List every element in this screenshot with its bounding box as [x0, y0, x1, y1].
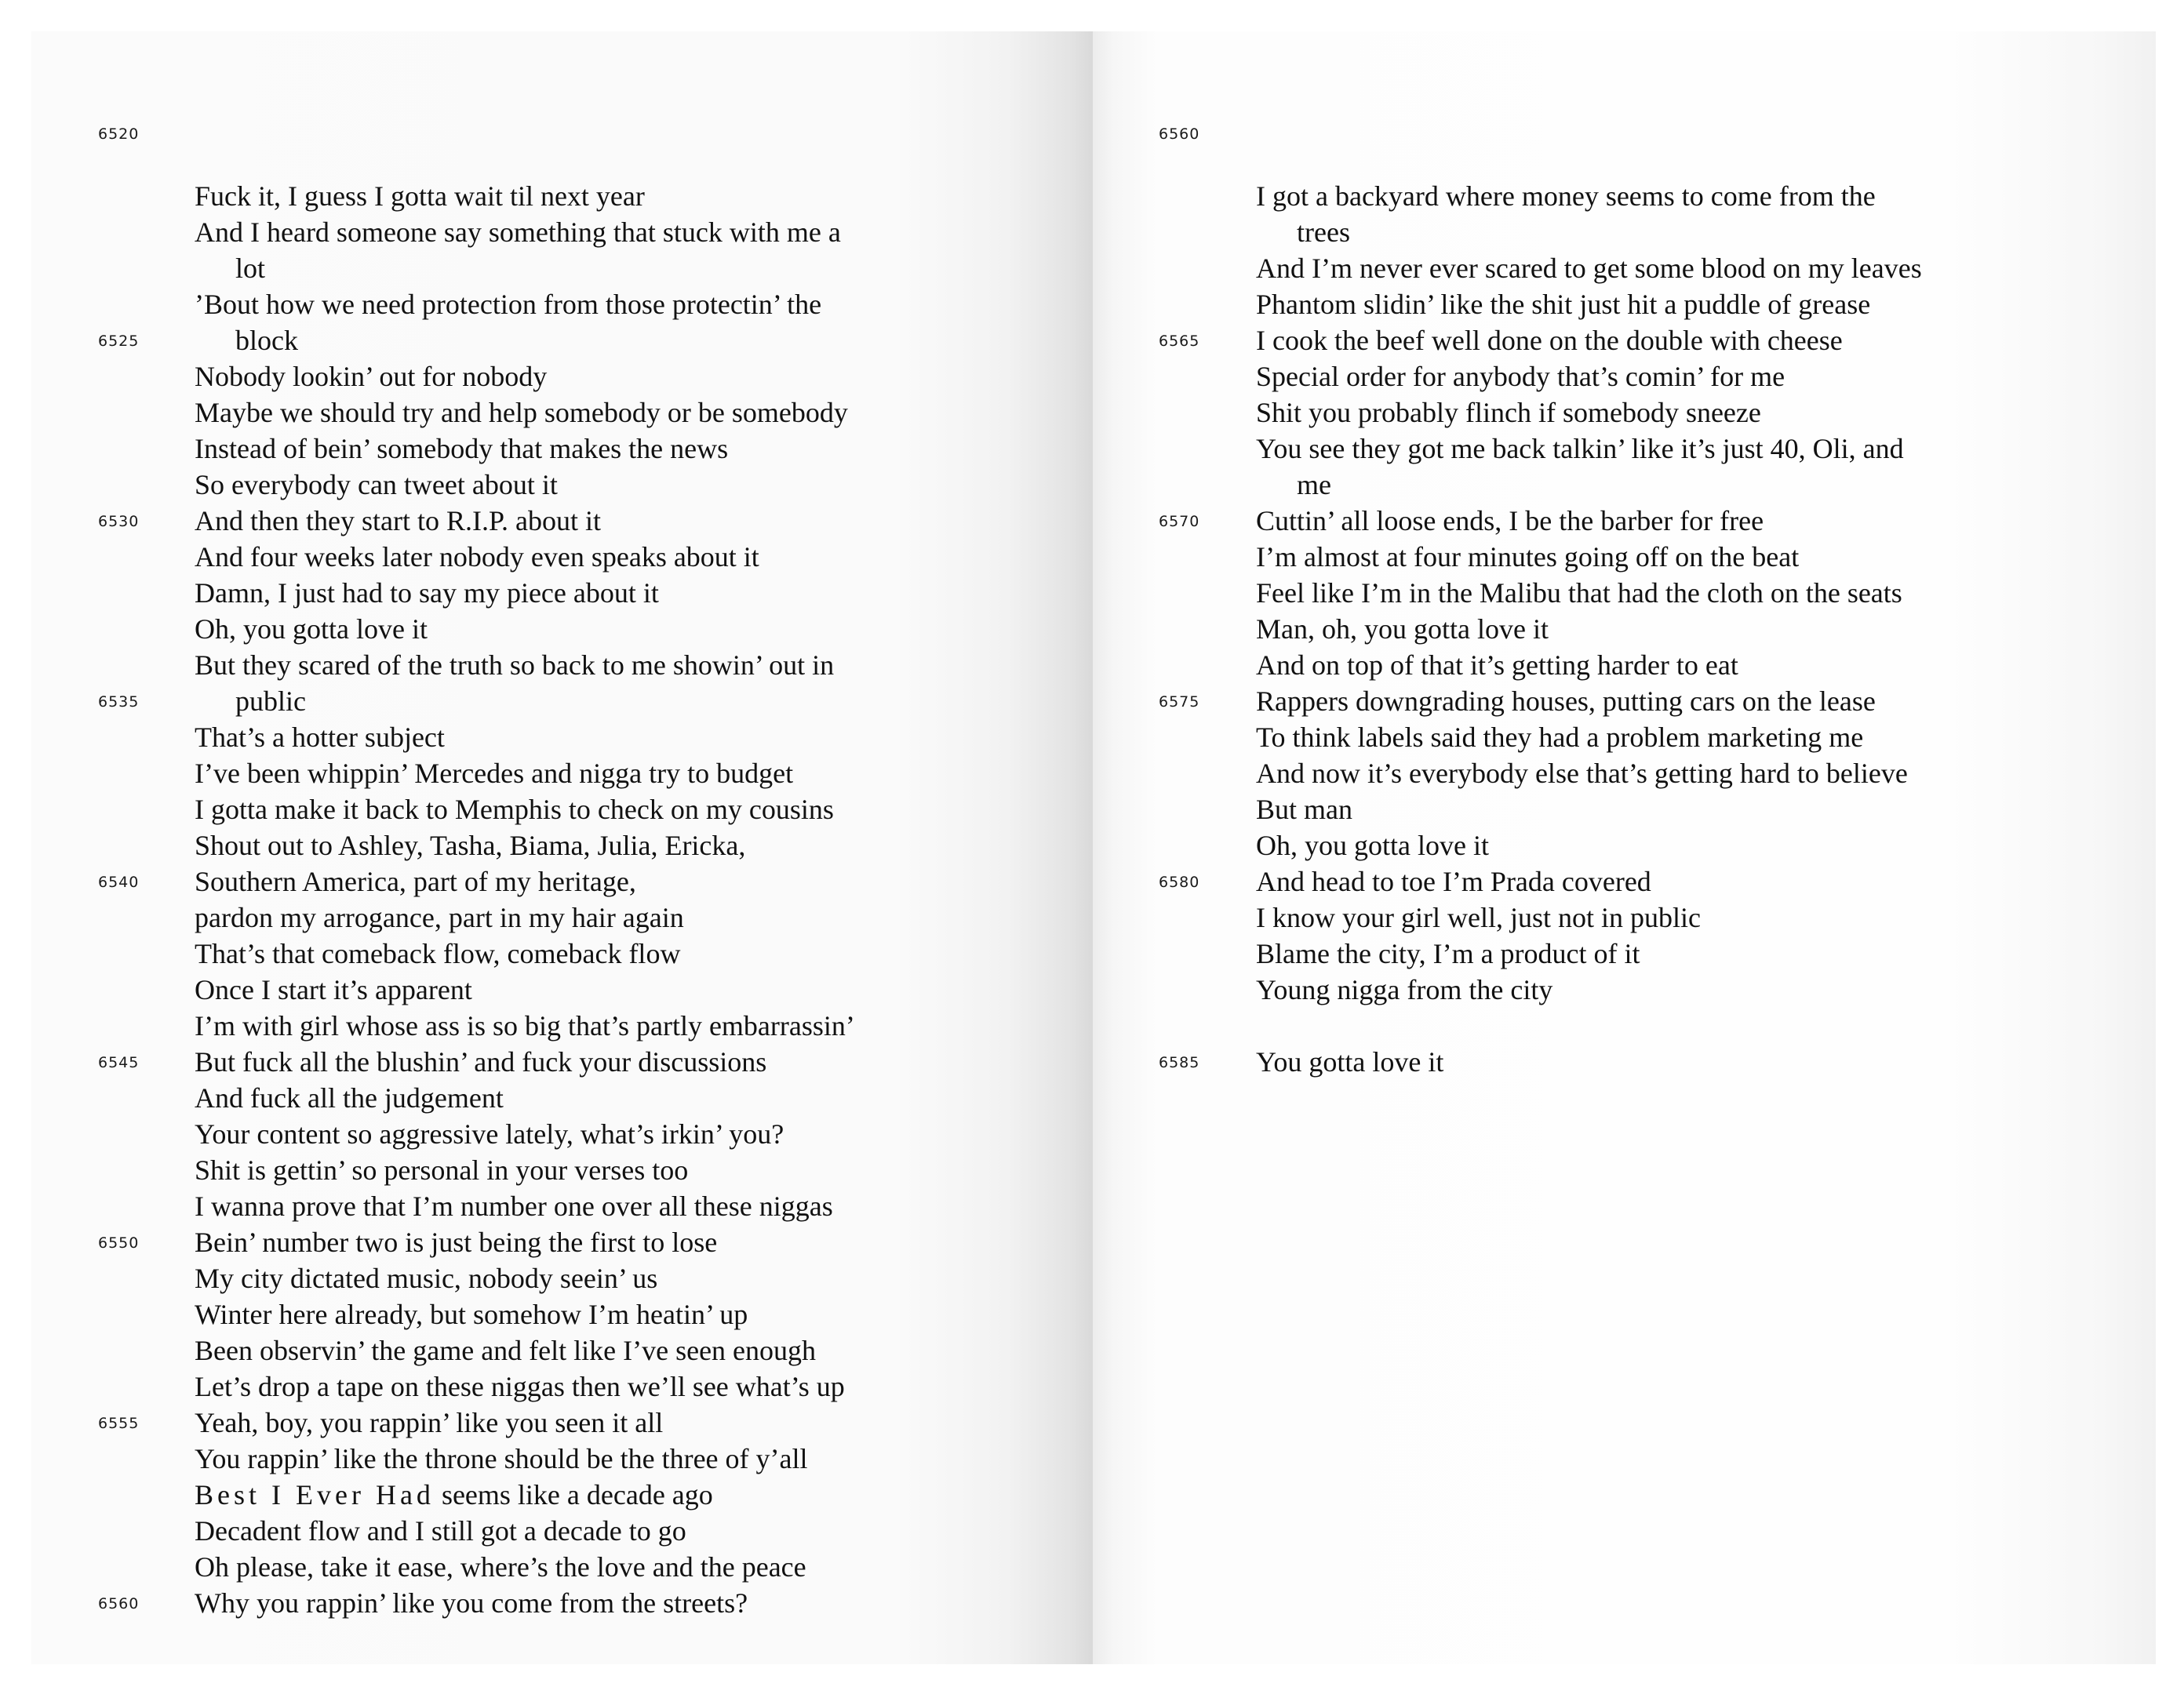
lyric-line	[1093, 683, 2156, 719]
lyric-line	[1093, 791, 2156, 827]
lyric-text: Shit is gettin’ so personal in your verses too	[195, 1154, 689, 1186]
lyric-line	[1093, 936, 2156, 972]
lyric-text: You rappin’ like the throne should be the three of y’all	[195, 1443, 808, 1474]
lyric-line	[31, 1441, 1093, 1477]
lyric-text: I cook the beef well done on the double with cheese	[1256, 325, 1843, 356]
line-number: 6580	[1159, 874, 1200, 891]
lyric-line	[1093, 503, 2156, 539]
lyric-line	[31, 1369, 1093, 1405]
lyric-line	[31, 1296, 1093, 1332]
lyric-text: Instead of bein’ somebody that makes the news	[195, 433, 729, 464]
lyric-text: And now it’s everybody else that’s getting hard to believe	[1256, 758, 1908, 789]
lyric-line	[1093, 755, 2156, 791]
lyric-continuation: public	[235, 685, 306, 717]
lyric-line	[1093, 250, 2156, 286]
lyric-line	[31, 863, 1093, 900]
lyric-text: Phantom slidin’ like the shit just hit a puddle of grease	[1256, 289, 1871, 320]
lyric-text: And fuck all the judgement	[195, 1082, 504, 1114]
lyric-line	[1093, 431, 2156, 467]
lyric-line	[31, 1260, 1093, 1296]
lyric-text: Bein’ number two is just being the first to lose	[195, 1227, 718, 1258]
lyric-text: But they scared of the truth so back to me showin’ out in	[195, 649, 835, 681]
lyric-line	[1093, 900, 2156, 936]
lyric-continuation: block	[235, 325, 298, 356]
lyric-line	[31, 755, 1093, 791]
lyric-line	[31, 1585, 1093, 1621]
lyric-line	[31, 214, 1093, 250]
lyric-text: So everybody can tweet about it	[195, 469, 558, 500]
lyric-line	[31, 1477, 1093, 1513]
lyric-text: Feel like I’m in the Malibu that had the cloth on the seats	[1256, 577, 1902, 609]
lyric-line	[1093, 214, 2156, 250]
lyric-line	[31, 322, 1093, 358]
lyric-line	[31, 1152, 1093, 1188]
lyric-text: Let’s drop a tape on these niggas then we’ll see what’s up	[195, 1371, 845, 1402]
lyric-text: Southern America, part of my heritage,	[195, 866, 636, 897]
lyric-text: And head to toe I’m Prada covered	[1256, 866, 1651, 897]
header-line-number: 6520	[98, 125, 140, 143]
lyric-line	[31, 1332, 1093, 1369]
lyric-line	[31, 936, 1093, 972]
lyric-line	[31, 250, 1093, 286]
lyric-line	[31, 503, 1093, 539]
line-number: 6545	[98, 1054, 140, 1071]
lyric-text: To think labels said they had a problem marketing me	[1256, 722, 1864, 753]
lyric-line	[1093, 611, 2156, 647]
lyric-text: But man	[1256, 794, 1352, 825]
lyric-text: Been observin’ the game and felt like I’ve seen enough	[195, 1335, 817, 1366]
lyric-line	[1093, 358, 2156, 394]
lyric-line	[31, 1008, 1093, 1044]
lyric-line	[31, 539, 1093, 575]
lyric-text-rest: seems like a decade ago	[434, 1479, 713, 1510]
lyric-text: Cuttin’ all loose ends, I be the barber for free	[1256, 505, 1764, 536]
lyric-text: I’m with girl whose ass is so big that’s partly embarrassin’	[195, 1010, 855, 1041]
line-number: 6570	[1159, 513, 1200, 530]
lyric-line	[1093, 863, 2156, 900]
line-number: 6525	[98, 333, 140, 350]
line-number: 6535	[98, 693, 140, 711]
lyric-text: And I’m never ever scared to get some blood on my leaves	[1256, 253, 1922, 284]
lyric-continuation: lot	[235, 253, 266, 284]
lyric-text: Fuck it, I guess I gotta wait til next year	[195, 180, 645, 212]
lyric-line	[31, 900, 1093, 936]
lyric-text: And then they start to R.I.P. about it	[195, 505, 601, 536]
lyric-line	[31, 1188, 1093, 1224]
lyric-line	[31, 972, 1093, 1008]
lyric-line	[31, 431, 1093, 467]
lyric-text: I’ve been whippin’ Mercedes and nigga try to budget	[195, 758, 794, 789]
lyric-text: My city dictated music, nobody seein’ us	[195, 1263, 658, 1294]
lyric-text: Maybe we should try and help somebody or be somebody	[195, 397, 848, 428]
lyric-text: I know your girl well, just not in public	[1256, 902, 1701, 933]
line-number: 6530	[98, 513, 140, 530]
lyric-text: Man, oh, you gotta love it	[1256, 613, 1549, 645]
left-page	[31, 31, 1093, 1664]
lyric-text: ’Bout how we need protection from those protectin’ the	[195, 289, 822, 320]
lyric-line	[1093, 539, 2156, 575]
lyric-text: Shout out to Ashley, Tasha, Biama, Julia, Ericka,	[195, 830, 746, 861]
line-number: 6550	[98, 1234, 140, 1252]
lyric-line	[31, 683, 1093, 719]
lyric-text: I wanna prove that I’m number one over all these niggas	[195, 1191, 833, 1222]
lyric-text: Decadent flow and I still got a decade to go	[195, 1515, 686, 1547]
lyric-line	[31, 1513, 1093, 1549]
lyric-line	[1093, 178, 2156, 214]
lyric-text	[195, 1477, 713, 1513]
lyric-text: Oh please, take it ease, where’s the love and the peace	[195, 1551, 806, 1583]
lyric-line	[1093, 827, 2156, 863]
lyric-line	[31, 358, 1093, 394]
line-number: 6585	[1159, 1054, 1200, 1071]
lyric-text: Nobody lookin’ out for nobody	[195, 361, 548, 392]
lyric-text: That’s a hotter subject	[195, 722, 445, 753]
lyric-text: And I heard someone say something that stuck with me a	[195, 216, 841, 248]
lyric-text: I’m almost at four minutes going off on the beat	[1256, 541, 1800, 573]
lyric-text: Once I start it’s apparent	[195, 974, 472, 1005]
lyric-text: And on top of that it’s getting harder to eat	[1256, 649, 1738, 681]
line-number: 6565	[1159, 333, 1200, 350]
lyric-line	[31, 178, 1093, 214]
lyric-line	[1093, 1044, 2156, 1080]
lyric-line	[31, 719, 1093, 755]
lyric-text: You see they got me back talkin’ like it’s just 40, Oli, and	[1256, 433, 1904, 464]
lyric-line	[1093, 322, 2156, 358]
lyric-text: Oh, you gotta love it	[1256, 830, 1489, 861]
lyric-text: Young nigga from the city	[1256, 974, 1553, 1005]
lyric-text: Special order for anybody that’s comin’ for me	[1256, 361, 1785, 392]
lyric-line	[1093, 972, 2156, 1008]
lyric-continuation: trees	[1297, 216, 1350, 248]
lyric-text: Why you rappin’ like you come from the streets?	[195, 1587, 748, 1619]
lyric-text: Rappers downgrading houses, putting cars on the lease	[1256, 685, 1876, 717]
lyric-line	[31, 827, 1093, 863]
lyric-line	[31, 1080, 1093, 1116]
lyric-text: And four weeks later nobody even speaks about it	[195, 541, 759, 573]
lyric-line	[1093, 647, 2156, 683]
lyric-text: But fuck all the blushin’ and fuck your discussions	[195, 1046, 767, 1078]
lyric-line	[31, 575, 1093, 611]
lyric-text: Blame the city, I’m a product of it	[1256, 938, 1640, 969]
lyric-line	[31, 1044, 1093, 1080]
lyric-text: I got a backyard where money seems to come from the	[1256, 180, 1876, 212]
lyric-line	[1093, 467, 2156, 503]
lyric-text: That’s that comeback flow, comeback flow	[195, 938, 681, 969]
lyric-text: You gotta love it	[1256, 1046, 1444, 1078]
lyric-text: Damn, I just had to say my piece about it	[195, 577, 659, 609]
lyric-text: Yeah, boy, you rappin’ like you seen it all	[195, 1407, 664, 1438]
line-number: 6575	[1159, 693, 1200, 711]
line-number: 6540	[98, 874, 140, 891]
lyric-text: Your content so aggressive lately, what’s irkin’ you?	[195, 1118, 784, 1150]
header-line-number: 6560	[1159, 125, 1200, 143]
lyric-line	[31, 394, 1093, 431]
lyric-text: Oh, you gotta love it	[195, 613, 428, 645]
lyric-text: pardon my arrogance, part in my hair again	[195, 902, 684, 933]
lyric-line	[31, 611, 1093, 647]
lyric-line	[31, 1224, 1093, 1260]
line-number: 6555	[98, 1415, 140, 1432]
lyric-line	[31, 791, 1093, 827]
lyric-line	[31, 467, 1093, 503]
lyric-line	[1093, 286, 2156, 322]
lyric-line	[31, 1405, 1093, 1441]
lyric-text: Winter here already, but somehow I’m heatin’ up	[195, 1299, 748, 1330]
lyric-text: I gotta make it back to Memphis to check on my cousins	[195, 794, 834, 825]
song-title-reference: Best I Ever Had	[195, 1479, 435, 1510]
line-number: 6560	[98, 1595, 140, 1612]
lyric-line	[1093, 1008, 2156, 1044]
lyric-line	[31, 1549, 1093, 1585]
lyric-continuation: me	[1297, 469, 1331, 500]
lyric-line	[31, 1116, 1093, 1152]
right-page	[1093, 31, 2156, 1664]
lyric-line	[1093, 575, 2156, 611]
lyric-line	[1093, 394, 2156, 431]
lyric-text: Shit you probably flinch if somebody sneeze	[1256, 397, 1761, 428]
lyric-line	[31, 647, 1093, 683]
lyric-line	[1093, 719, 2156, 755]
lyric-line	[31, 286, 1093, 322]
